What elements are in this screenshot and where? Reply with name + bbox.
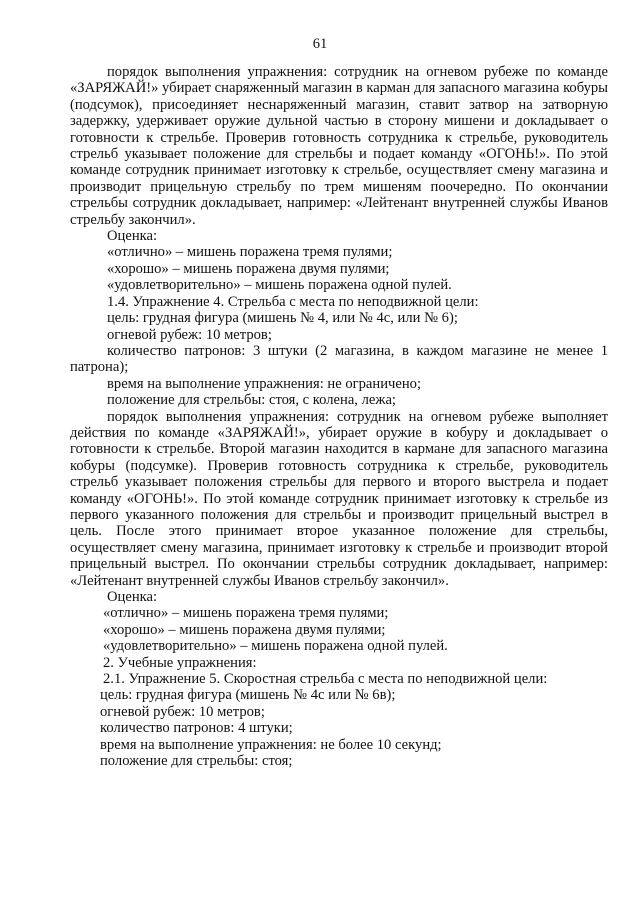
exercise-4-time: время на выполнение упражнения: не ограничено; (107, 375, 422, 392)
paragraph-procedure-exercise-4: порядок выполнения упражнения: сотрудник на огневом рубеже выполняет действия по команде «ЗАРЯЖАЙ!», убирает оружие в кобуру и докладывает о готовности к стрельбе. Второй магазин находится в кармане для запасного магазина кобуры (подсумке). Проверив готовность сотрудника к стрельбе, руководитель стрельб указывает положения стрельбы для первого и второго выстрела и подает команду «ОГОНЬ!». По этой команде сотрудник принимает изготовку к стрельбе из первого указанного положения для стрельбы и производит прицельный выстрел в цель. После этого принимает второе указанное положение для стрельбы, осуществляет смену магазина, принимает изготовку к стрельбе и производит второй прицельный выстрел. По окончании стрельбы сотрудник докладывает, например: «Лейтенант внутренней службы Иванов стрельбу закончил». (70, 408, 608, 589)
grade-good: «хорошо» – мишень поражена двумя пулями; (107, 260, 390, 277)
exercise-5-time: время на выполнение упражнения: не более 10 секунд; (100, 736, 442, 753)
grade-good: «хорошо» – мишень поражена двумя пулями; (103, 621, 386, 638)
exercise-5-cartridges: количество патронов: 4 штуки; (100, 720, 293, 737)
grade-excellent: «отлично» – мишень поражена тремя пулями; (107, 244, 393, 261)
exercise-5-heading: 2.1. Упражнение 5. Скоростная стрельба с места по неподвижной цели: (103, 671, 548, 688)
exercise-4-firing-line: огневой рубеж: 10 метров; (107, 326, 272, 343)
training-exercises-heading: 2. Учебные упражнения: (103, 654, 257, 671)
exercise-4-cartridges: количество патронов: 3 штуки (2 магазина, в каждом магазине не менее 1 патрона); (70, 342, 608, 376)
exercise-5-target: цель: грудная фигура (мишень № 4с или № 6в); (100, 687, 396, 704)
exercise-5-position: положение для стрельбы: стоя; (100, 753, 293, 770)
document-body (70, 64, 608, 769)
grade-heading: Оценка: (107, 228, 158, 245)
exercise-4-heading: 1.4. Упражнение 4. Стрельба с места по неподвижной цели: (107, 293, 479, 310)
grade-satisfactory: «удовлетворительно» – мишень поражена одной пулей. (103, 638, 448, 655)
grade-excellent: «отлично» – мишень поражена тремя пулями; (103, 605, 389, 622)
grade-satisfactory: «удовлетворительно» – мишень поражена одной пулей. (107, 277, 452, 294)
exercise-5-firing-line: огневой рубеж: 10 метров; (100, 703, 265, 720)
exercise-4-target: цель: грудная фигура (мишень № 4, или № 4с, или № 6); (107, 310, 458, 327)
exercise-4-position: положение для стрельбы: стоя, с колена, лежа; (107, 392, 396, 409)
paragraph-procedure-exercise-3: порядок выполнения упражнения: сотрудник на огневом рубеже по команде «ЗАРЯЖАЙ!» убирает снаряженный магазин в карман для запасного магазина кобуры (подсумок), присоединяет неснаряженный магазин, ставит затвор на затворную задержку, удерживает оружие дульной частью в сторону мишени и докладывает о готовности к стрельбе. Проверив готовность сотрудника к стрельбе, руководитель стрельб указывает положение для стрельбы и подает команду «ОГОНЬ!». По этой команде сотрудник принимает изготовку к стрельбе, осуществляет смену магазина и производит прицельную стрельбу по трем мишеням поочередно. По окончании стрельбы сотрудник докладывает, например: «Лейтенант внутренней службы Иванов стрельбу закончил». (70, 64, 608, 228)
grade-heading: Оценка: (107, 589, 158, 605)
page-number: 61 (312, 36, 328, 52)
